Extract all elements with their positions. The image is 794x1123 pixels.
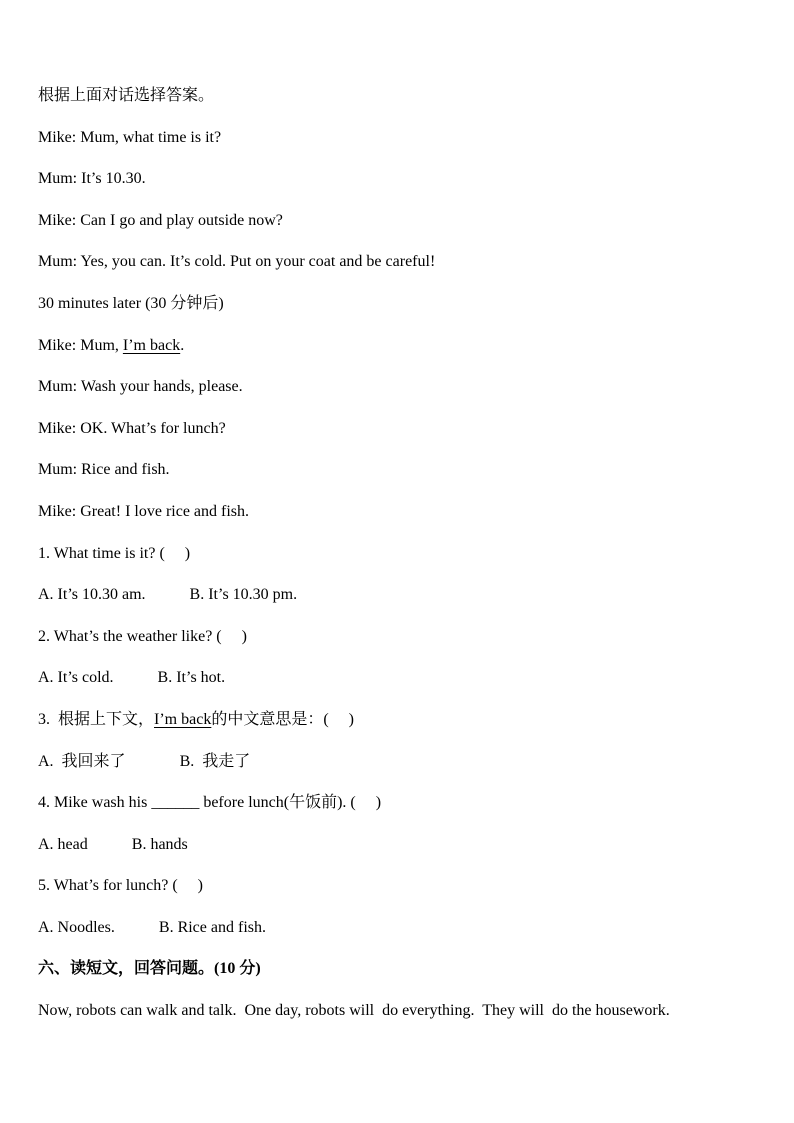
- dialogue-line: Mum: Yes, you can. It’s cold. Put on your coat and be careful!: [38, 253, 436, 271]
- underlined-phrase: I’m back: [154, 710, 212, 728]
- option-b: B. It’s hot.: [157, 669, 226, 687]
- option-b: B. hands: [131, 835, 188, 853]
- dialogue-line: Mike: Mum, I’m back.: [38, 336, 185, 354]
- dialogue-line: Mum: It’s 10.30.: [38, 170, 146, 188]
- time-later-text: 30 minutes later (30 分钟后): [38, 294, 224, 312]
- dialogue-line: Mum: Wash your hands, please.: [38, 378, 243, 396]
- question-4: 4. Mike wash his ______ before lunch(午饭前). ( ): [38, 794, 382, 812]
- option-b: B. 我走了: [179, 752, 251, 770]
- dialogue-line: Mike: Mum, what time is it?: [38, 128, 222, 146]
- worksheet-page: [38, 86, 768, 1043]
- question-2-options: [38, 668, 768, 710]
- question-2: 2. What’s the weather like? ( ): [38, 627, 247, 645]
- question-5: 5. What’s for lunch? ( ): [38, 877, 203, 895]
- question-5-options: [38, 918, 768, 960]
- option-a: A. It’s cold.: [38, 669, 114, 687]
- dialogue-line: Mum: Rice and fish.: [38, 461, 170, 479]
- option-a: A. Noodles.: [38, 918, 115, 936]
- reading-paragraph: Now, robots can walk and talk. One day, robots will do everything. They will do the housework.: [38, 1002, 670, 1020]
- option-b: B. It’s 10.30 pm.: [189, 586, 298, 604]
- question-3: 3. 根据上下文，I’m back的中文意思是：( ): [38, 710, 354, 728]
- instruction-text: 根据上面对话选择答案。: [38, 87, 215, 104]
- question-1: 1. What time is it? ( ): [38, 544, 191, 562]
- option-a: A. 我回来了: [38, 752, 126, 770]
- option-b: B. Rice and fish.: [158, 918, 266, 936]
- option-a: A. It’s 10.30 am.: [38, 586, 146, 604]
- dialogue-line: Mike: Great! I love rice and fish.: [38, 502, 250, 520]
- dialogue-line: Mike: OK. What’s for lunch?: [38, 419, 226, 437]
- section-heading: 六、读短文，回答问题。(10 分): [38, 960, 261, 978]
- option-a: A. head: [38, 835, 88, 853]
- dialogue-line: Mike: Can I go and play outside now?: [38, 211, 283, 229]
- underlined-phrase: I’m back: [122, 336, 181, 354]
- question-1-options: [38, 585, 768, 627]
- question-4-options: [38, 835, 768, 877]
- question-3-options: [38, 752, 768, 794]
- answer-blank: ______: [151, 794, 200, 812]
